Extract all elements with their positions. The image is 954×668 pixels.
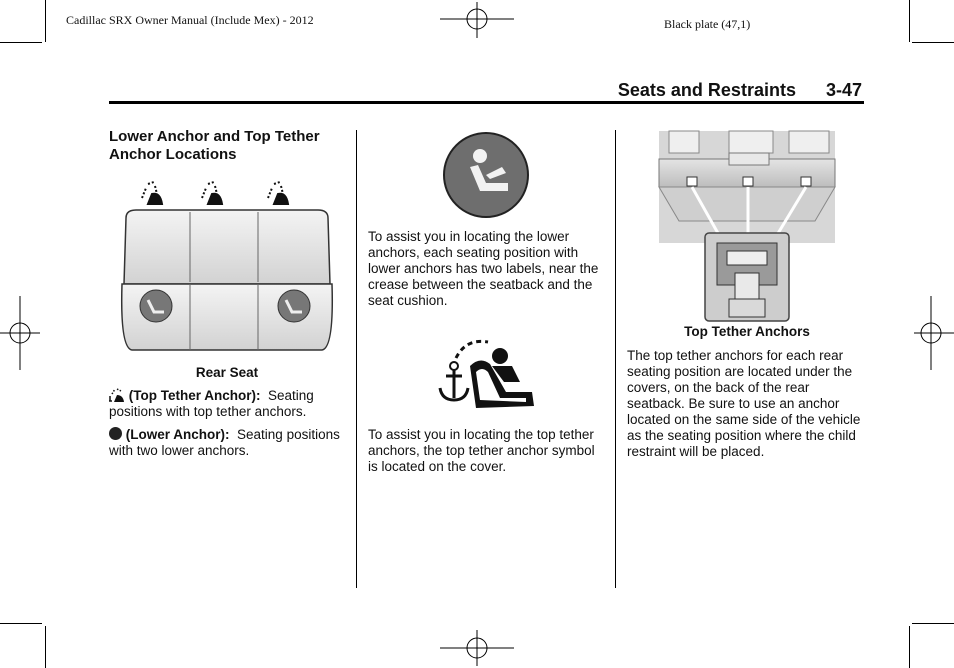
lower-anchor-symbol bbox=[442, 131, 530, 219]
lower-anchor-description bbox=[109, 427, 345, 459]
manual-title: Cadillac SRX Owner Manual (Include Mex) - 2012 bbox=[66, 13, 314, 27]
figure-caption: Top Tether Anchors bbox=[684, 324, 810, 339]
page-number: 3-47 bbox=[825, 80, 862, 100]
top-tether-anchor-icon bbox=[142, 182, 288, 204]
top-tether-description bbox=[109, 388, 345, 420]
top-tether-anchor-icon bbox=[109, 389, 125, 401]
plate-label: Black plate (47,1) bbox=[664, 17, 751, 31]
header-rule bbox=[109, 101, 864, 104]
lower-anchor-text: Seating positions with two lower anchors. bbox=[109, 427, 340, 458]
column-divider bbox=[615, 130, 616, 588]
top-tether-paragraph: To assist you in locating the top tether anchors, the top tether anchor symbol is located on the cover. bbox=[368, 427, 595, 474]
lower-anchor-label: (Lower Anchor): bbox=[125, 427, 230, 442]
column-divider bbox=[356, 130, 357, 588]
top-tether-anchor-icon bbox=[436, 336, 538, 412]
figure-caption: Rear Seat bbox=[195, 365, 259, 380]
top-tether-text: Seating positions with top tether anchors. bbox=[109, 388, 314, 419]
section-heading: Lower Anchor and Top Tether Anchor Locations bbox=[109, 128, 320, 163]
top-tether-anchors-paragraph: The top tether anchors for each rear seating position are located under the covers, on the back of the rear seatback. Be sure to use an anchor located on the same side of the vehicle as the seating position where the child restraint will be placed. bbox=[627, 348, 861, 459]
section-title: Seats and Restraints bbox=[617, 80, 796, 100]
lower-anchor-paragraph: To assist you in locating the lower anchors, each seating position with lower anchors has two labels, near the crease between the seatback and the seat cushion. bbox=[368, 229, 599, 308]
rear-seat-illustration bbox=[118, 176, 336, 356]
lower-anchor-icon bbox=[109, 427, 122, 440]
top-tether-label: (Top Tether Anchor): bbox=[128, 388, 261, 403]
page-header bbox=[618, 80, 862, 101]
top-tether-anchors-illustration bbox=[659, 131, 835, 321]
